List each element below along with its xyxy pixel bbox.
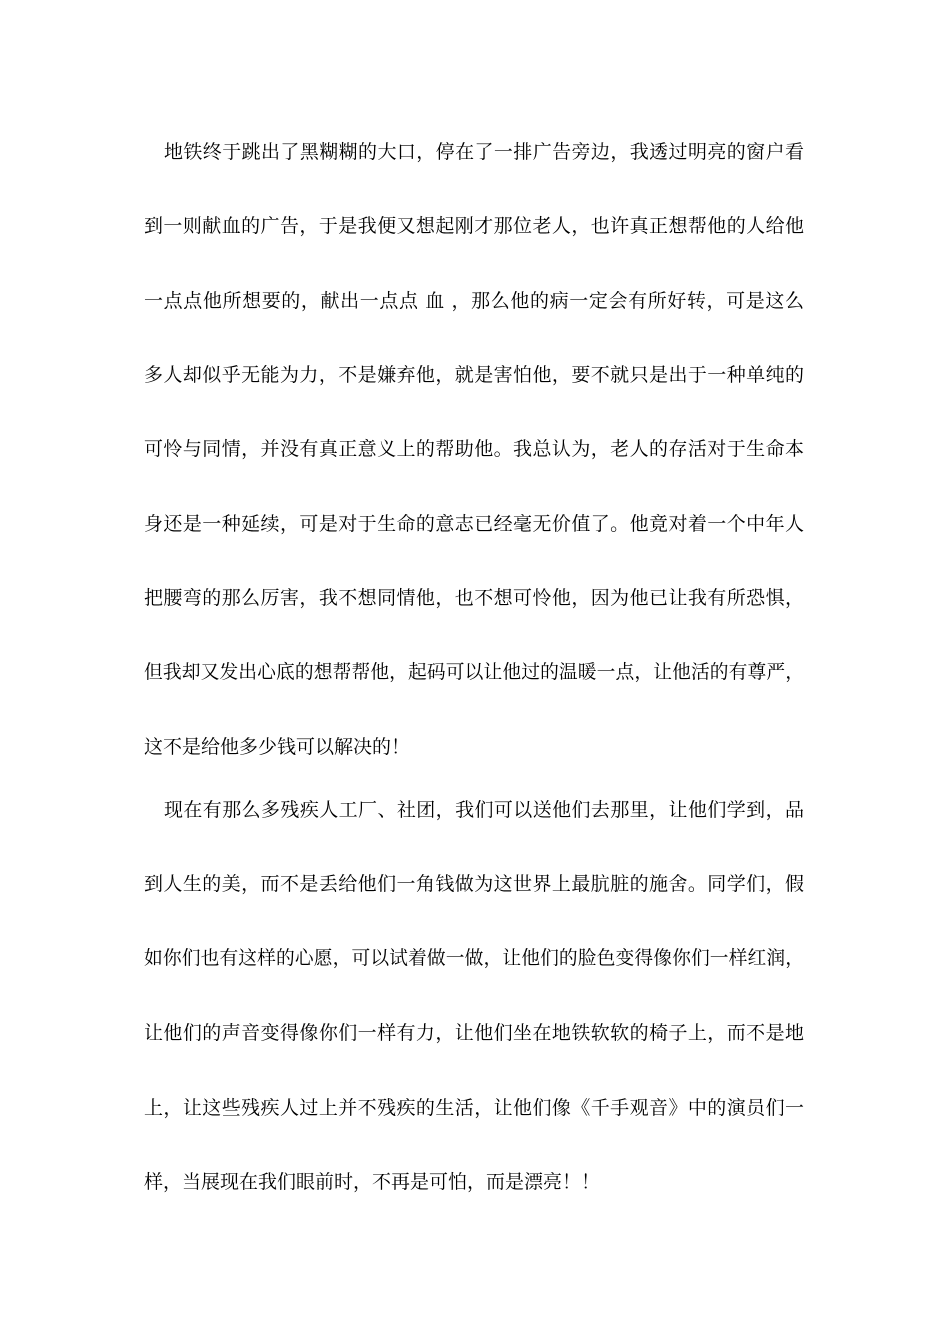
text-line: 可怜与同情，并没有真正意义上的帮助他。我总认为，老人的存活对于生命本: [144, 438, 804, 460]
text-line: 样，当展现在我们眼前时，不再是可怕，而是漂亮！！: [144, 1171, 601, 1193]
text-line: 身还是一种延续，可是对于生命的意志已经毫无价值了。他竟对着一个中年人: [144, 513, 804, 535]
text-line: 上，让这些残疾人过上并不残疾的生活，让他们像《千手观音》中的演员们一: [144, 1097, 804, 1119]
text-line: 一点点他所想要的，献出一点点 血 ，那么他的病一定会有所好转，可是这么: [144, 290, 804, 312]
text-line: 现在有那么多残疾人工厂、社团，我们可以送他们去那里，让他们学到，品: [164, 799, 804, 821]
text-line: 到一则献血的广告，于是我便又想起刚才那位老人，也许真正想帮他的人给他: [144, 215, 804, 237]
text-line: 多人却似乎无能为力，不是嫌弃他，就是害怕他，要不就只是出于一种单纯的: [144, 364, 804, 386]
text-line: 这不是给他多少钱可以解决的！: [144, 736, 411, 758]
text-line: 到人生的美，而不是丢给他们一角钱做为这世界上最肮脏的施舍。同学们，假: [144, 873, 804, 895]
text-line: 把腰弯的那么厉害，我不想同情他，也不想可怜他，因为他已让我有所恐惧，: [144, 587, 804, 609]
text-line: 如你们也有这样的心愿，可以试着做一做，让他们的脸色变得像你们一样红润，: [144, 948, 804, 969]
text-line: 让他们的声音变得像你们一样有力，让他们坐在地铁软软的椅子上，而不是地: [144, 1022, 804, 1044]
text-line: 地铁终于跳出了黑糊糊的大口，停在了一排广告旁边，我透过明亮的窗户看: [164, 141, 804, 163]
text-line: 但我却又发出心底的想帮帮他，起码可以让他过的温暖一点，让他活的有尊严，: [144, 662, 804, 683]
